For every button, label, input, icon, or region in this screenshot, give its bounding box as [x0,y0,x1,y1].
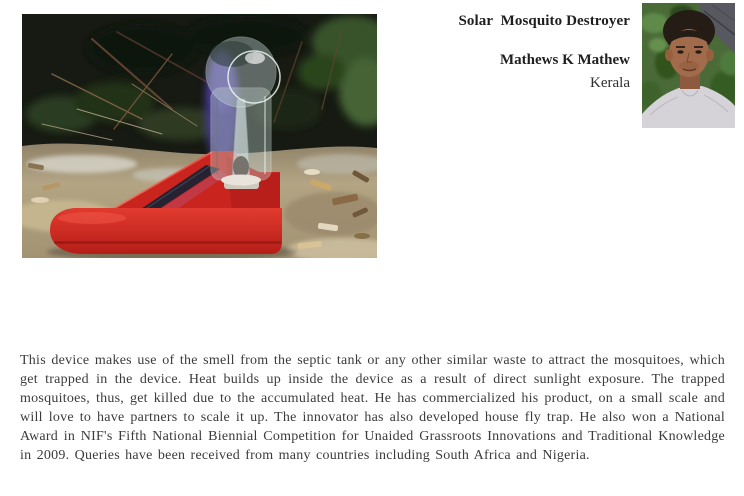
device-photo-illustration [22,14,377,258]
innovator-portrait-illustration [642,3,735,128]
article-header [370,13,630,95]
innovator-region: Kerala [590,75,630,91]
innovator-name: Mathews K Mathew [500,52,630,68]
description-paragraph: This device makes use of the smell from the septic tank or any other similar waste to attract the mosquitoes, which get trapped in the device. Heat builds up inside the device as a result of direct sunlight exposure. The trapped mosquitoes, thus, get killed due to the accumulated heat. He has commercialized his product, on a small scale and will love to have partners to scale it up. The innovator has also developed house fly trap. He also won a National Award in NIF's Fifth National Biennial Competition for Unaided Grassroots Innovations and Traditional Knowledge in 2009. Queries have been received from many countries including South Africa and Nigeria. [20,353,725,463]
device-photo [22,14,377,258]
innovator-portrait [642,3,735,128]
article-title: Solar Mosquito Destroyer [458,13,630,29]
